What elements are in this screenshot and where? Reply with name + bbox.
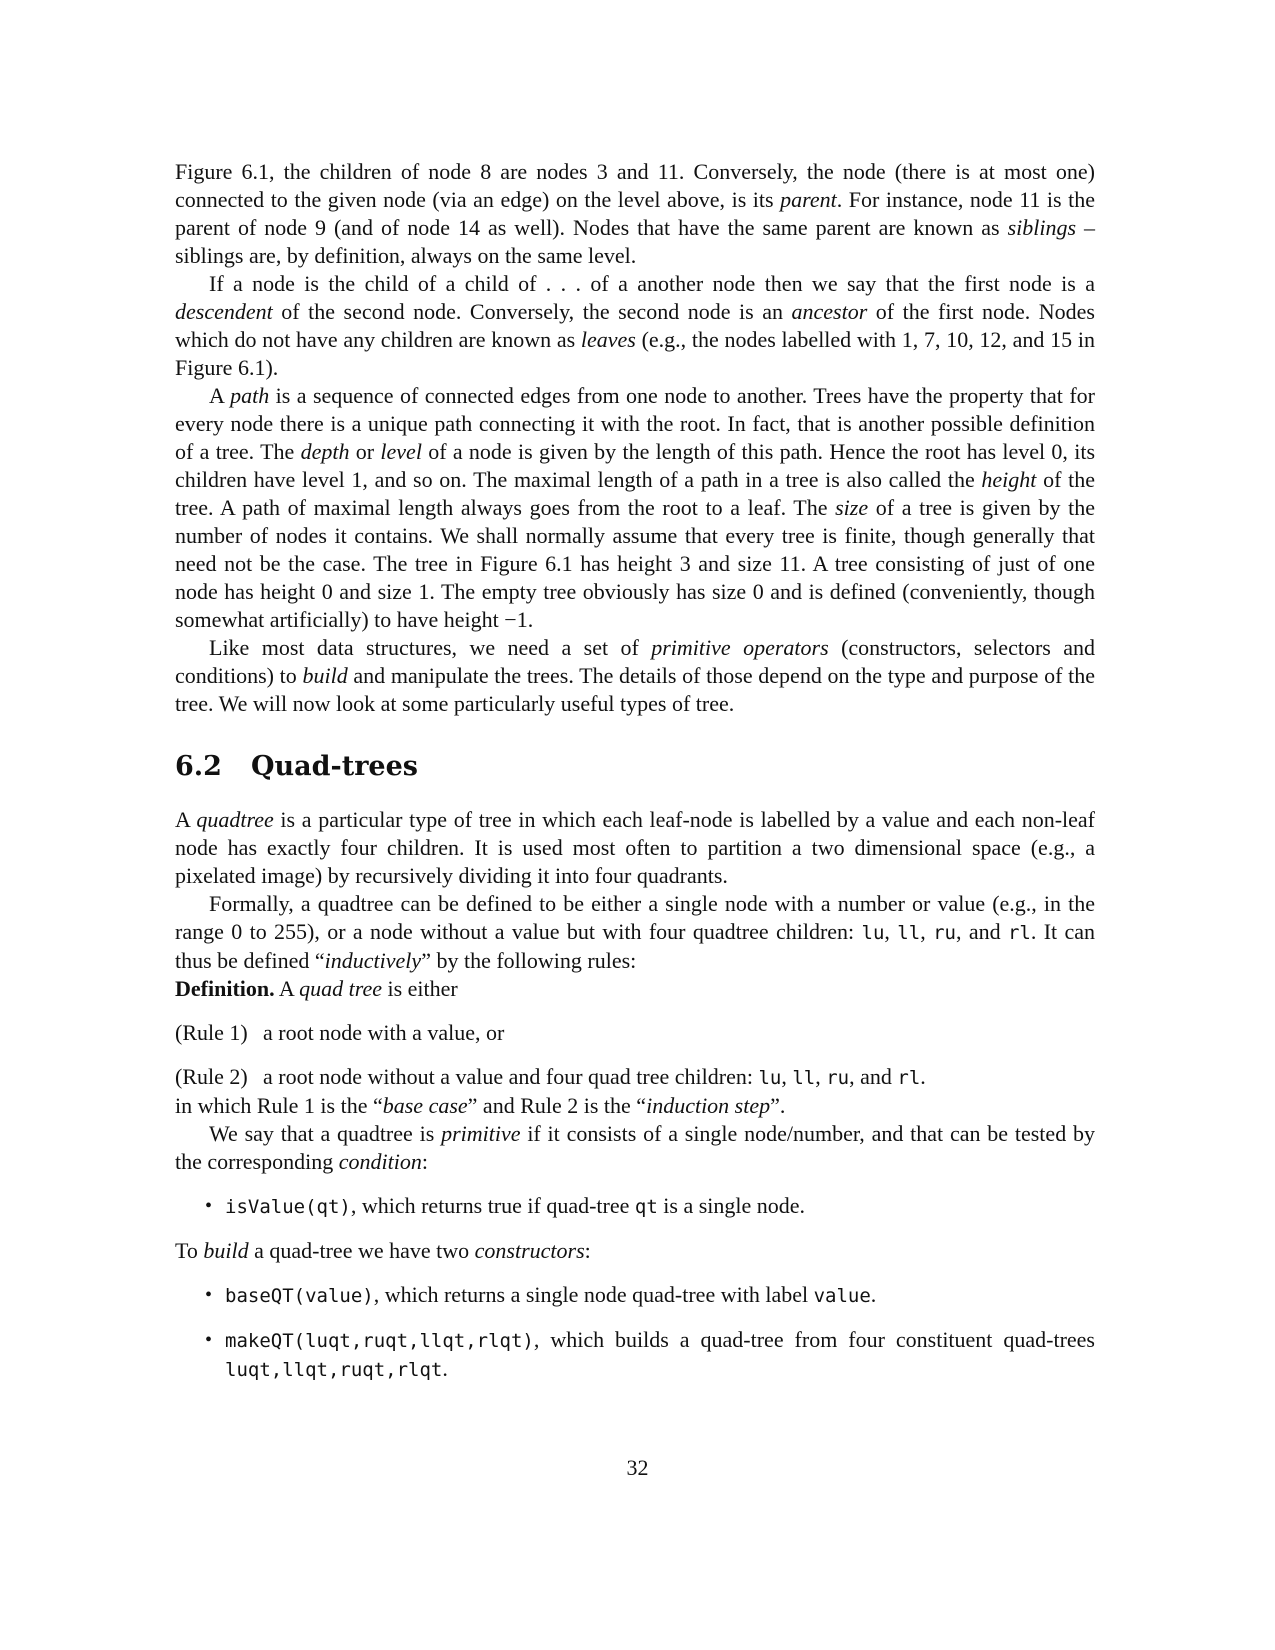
paragraph: To build a quad-tree we have two constructors: — [175, 1238, 591, 1263]
body-text — [175, 158, 1095, 1400]
paragraph: in which Rule 1 is the “base case” and Rule 2 is the “induction step”. — [175, 1093, 786, 1118]
list-item: • makeQT(luqt,ruqt,llqt,rlqt), which builds a quad-tree from four constituent quad-trees luqt,llqt,ruqt,rlqt. — [205, 1327, 1095, 1381]
rule-label: (Rule 2) — [175, 1064, 248, 1089]
rule-label: (Rule 1) — [175, 1020, 248, 1045]
section-number: 6.2 — [175, 751, 222, 782]
page-number: 32 — [626, 1455, 649, 1480]
section-title: Quad-trees — [251, 751, 418, 782]
constructor-list — [175, 1281, 1095, 1384]
paragraph: Formally, a quadtree can be defined to be either a single node with a number or value (e.g., in the range 0 to 255), or a node without a value but with four quadtree children: lu, ll, ru, and rl. It can thus be defined “inductively” by the following rules: — [175, 891, 1096, 973]
list-item: • isValue(qt), which returns true if quad-tree qt is a single node. — [205, 1193, 806, 1218]
paragraph: Figure 6.1, the children of node 8 are nodes 3 and 11. Conversely, the node (there is at most one) connected to the given node (via an edge) on the level above, is its parent. For instance, node 11 is the parent of node 9 (and of node 14 as well). Nodes that have the same parent are known as siblings – siblings are, by definition, always on the same level. — [175, 159, 1096, 268]
definition-label: Definition. — [175, 976, 275, 1001]
section-heading — [175, 750, 1095, 784]
condition-list — [175, 1192, 1095, 1221]
rule-text: a root node with a value, or — [263, 1020, 505, 1045]
paragraph: A quadtree is a particular type of tree in which each leaf-node is labelled by a value and each non-leaf node has exactly four children. It is used most often to partition a two dimensional space (e.g., a pixelated image) by recursively dividing it into four quadrants. — [175, 807, 1095, 888]
bullet-icon: • — [205, 1284, 213, 1306]
bullet-icon: • — [205, 1195, 213, 1217]
bullet-icon: • — [205, 1329, 213, 1351]
rule-2 — [175, 1063, 1095, 1092]
list-item: • baseQT(value), which returns a single node quad-tree with label value. — [205, 1282, 877, 1307]
paragraph: We say that a quadtree is primitive if it consists of a single node/number, and that can be tested by the corresponding condition: — [175, 1121, 1095, 1174]
definition: Definition. A quad tree is either — [175, 976, 458, 1001]
paragraph: Like most data structures, we need a set of primitive operators (constructors, selectors and conditions) to build and manipulate the trees. The details of those depend on the type and purpose of the tree. We will now look at some particularly useful types of tree. — [175, 635, 1096, 716]
rule-text: a root node without a value and four quad tree children: lu, ll, ru, and rl. — [263, 1064, 926, 1089]
paragraph: A path is a sequence of connected edges from one node to another. Trees have the property that for every node there is a unique path connecting it with the root. In fact, that is another possible definition of a tree. The depth or level of a node is given by the length of this path. Hence the root has level 0, its children have level 1, and so on. The maximal length of a path in a tree is also called the height of the tree. A path of maximal length always goes from the root to a leaf. The size of a tree is given by the number of nodes it contains. We shall normally assume that every tree is finite, though generally that need not be the case. The tree in Figure 6.1 has height 3 and size 11. A tree consisting of just of one node has height 0 and size 1. The empty tree obviously has size 0 and is defined (conveniently, though somewhat artificially) to have height −1. — [175, 383, 1095, 632]
rule-1 — [175, 1019, 1095, 1047]
paragraph: If a node is the child of a child of . . . of a another node then we say that the first node is a descendent of the second node. Conversely, the second node is an ancestor of the first node. Nodes which do not have any children are known as leaves (e.g., the nodes labelled with 1, 7, 10, 12, and 15 in Figure 6.1). — [175, 271, 1095, 380]
